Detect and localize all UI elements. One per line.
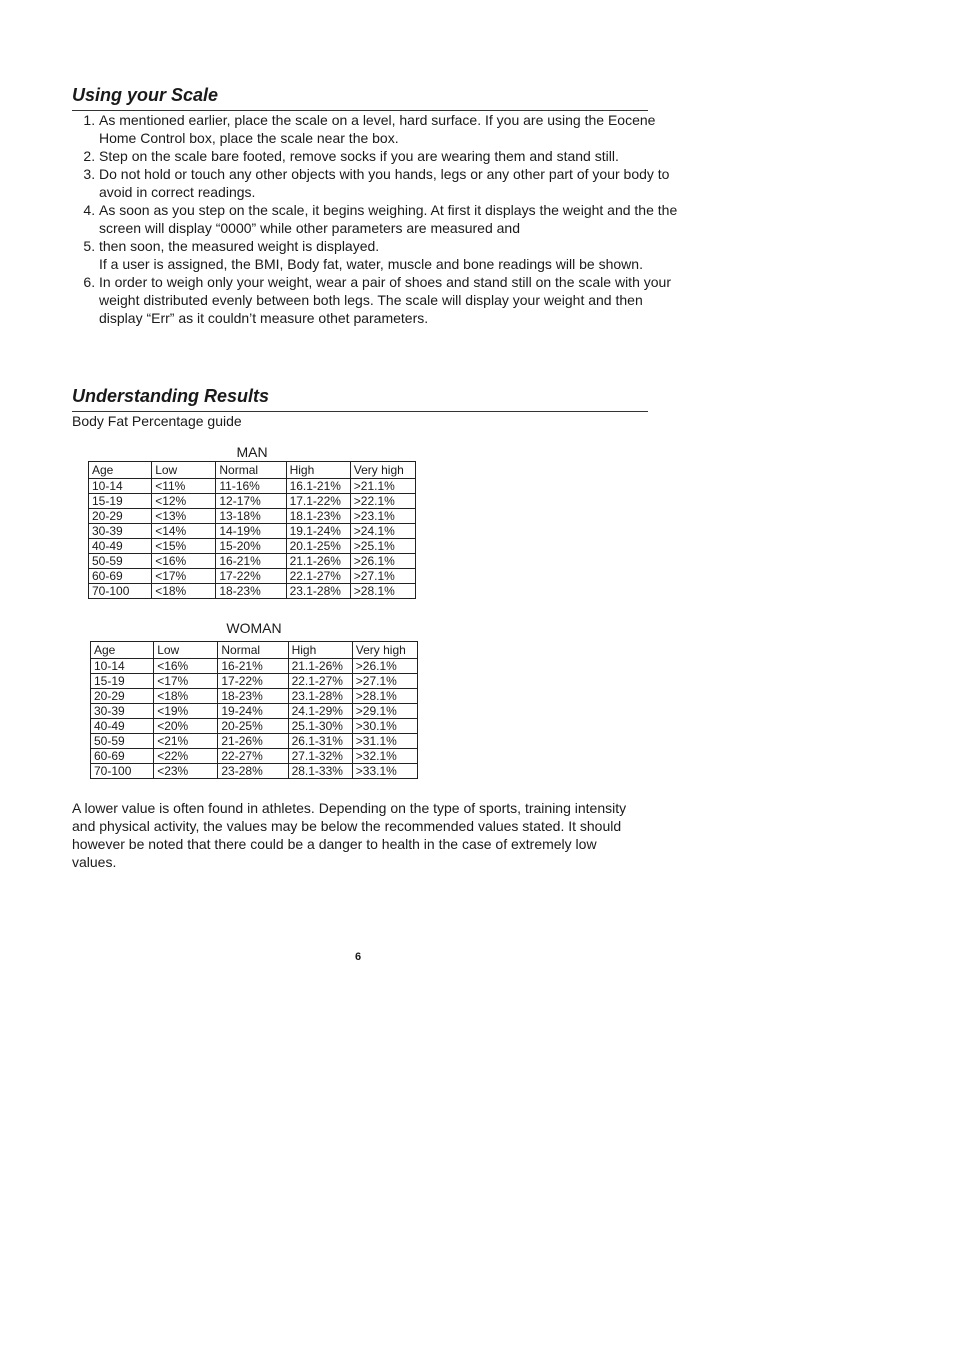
table-row xyxy=(91,719,418,734)
table-row xyxy=(91,659,418,674)
table-cell: 70-100 xyxy=(91,764,154,779)
table-cell: 19.1-24% xyxy=(286,524,350,539)
instruction-step-text: Step on the scale bare footed, remove socks if you are wearing them and stand still. xyxy=(99,148,619,164)
table-cell: >23.1% xyxy=(350,509,415,524)
table-header-row xyxy=(91,642,418,659)
table-cell: <14% xyxy=(152,524,216,539)
instruction-step-extra-text: If a user is assigned, the BMI, Body fat, water, muscle and bone readings will be shown. xyxy=(99,256,643,272)
table-row xyxy=(91,689,418,704)
table-cell: 25.1-30% xyxy=(288,719,352,734)
table-cell: 16.1-21% xyxy=(286,479,350,494)
column-header: Low xyxy=(152,462,216,479)
table-cell: >32.1% xyxy=(352,749,417,764)
table-row xyxy=(89,479,416,494)
table-cell: <22% xyxy=(154,749,218,764)
table-cell: 30-39 xyxy=(91,704,154,719)
table-cell: >31.1% xyxy=(352,734,417,749)
table-cell: 13-18% xyxy=(216,509,286,524)
table-row xyxy=(89,584,416,599)
table-cell: 18-23% xyxy=(216,584,286,599)
table-cell: <20% xyxy=(154,719,218,734)
table-cell: 23.1-28% xyxy=(286,584,350,599)
table-cell: 50-59 xyxy=(89,554,152,569)
man-body-fat-table xyxy=(88,461,416,599)
table-cell: <11% xyxy=(152,479,216,494)
instruction-step xyxy=(99,237,684,273)
table-cell: 17-22% xyxy=(216,569,286,584)
table-cell: 21.1-26% xyxy=(286,554,350,569)
instruction-step xyxy=(99,273,684,327)
table-cell: 14-19% xyxy=(216,524,286,539)
table-cell: 20-25% xyxy=(218,719,288,734)
table-row xyxy=(91,749,418,764)
table-header-row xyxy=(89,462,416,479)
table-cell: 20-29 xyxy=(89,509,152,524)
instruction-step-text: Do not hold or touch any other objects with you hands, legs or any other part of your body to avoid in correct readings. xyxy=(99,166,670,200)
instruction-step xyxy=(99,201,684,237)
column-header: Normal xyxy=(216,462,286,479)
table-cell: 15-19 xyxy=(91,674,154,689)
column-header: High xyxy=(288,642,352,659)
table-cell: 22.1-27% xyxy=(288,674,352,689)
table-cell: 21-26% xyxy=(218,734,288,749)
column-header: Age xyxy=(91,642,154,659)
table-cell: 70-100 xyxy=(89,584,152,599)
table-cell: <13% xyxy=(152,509,216,524)
table-cell: <18% xyxy=(152,584,216,599)
table-cell: 40-49 xyxy=(91,719,154,734)
table-cell: >26.1% xyxy=(350,554,415,569)
table-cell: 23.1-28% xyxy=(288,689,352,704)
table-cell: 20.1-25% xyxy=(286,539,350,554)
table-cell: <16% xyxy=(154,659,218,674)
table-cell: 18-23% xyxy=(218,689,288,704)
table-row xyxy=(91,734,418,749)
table-cell: 15-19 xyxy=(89,494,152,509)
table-cell: <16% xyxy=(152,554,216,569)
table-cell: >22.1% xyxy=(350,494,415,509)
instruction-step xyxy=(99,147,684,165)
table-cell: 17-22% xyxy=(218,674,288,689)
table-cell: <17% xyxy=(152,569,216,584)
table-cell: 19-24% xyxy=(218,704,288,719)
column-header: Very high xyxy=(352,642,417,659)
instruction-step-text: then soon, the measured weight is displayed. xyxy=(99,238,380,254)
table-row xyxy=(89,554,416,569)
instruction-step xyxy=(99,111,684,147)
table-cell: 17.1-22% xyxy=(286,494,350,509)
table-cell: <18% xyxy=(154,689,218,704)
page-number: 6 xyxy=(354,951,362,963)
table-cell: >26.1% xyxy=(352,659,417,674)
table-row xyxy=(89,539,416,554)
table-cell: 20-29 xyxy=(91,689,154,704)
table-cell: <12% xyxy=(152,494,216,509)
table-cell: 28.1-33% xyxy=(288,764,352,779)
woman-body-fat-table xyxy=(90,641,418,779)
body-fat-guide-label: Body Fat Percentage guide xyxy=(72,413,242,429)
column-header: Very high xyxy=(350,462,415,479)
table-cell: <21% xyxy=(154,734,218,749)
table-cell: 15-20% xyxy=(216,539,286,554)
table-cell: >30.1% xyxy=(352,719,417,734)
table-cell: >33.1% xyxy=(352,764,417,779)
table-cell: 22-27% xyxy=(218,749,288,764)
table-cell: 40-49 xyxy=(89,539,152,554)
table-cell: <19% xyxy=(154,704,218,719)
instruction-step-text: As soon as you step on the scale, it begins weighing. At first it displays the weight and the the screen will display “0000” while other parameters are measured and xyxy=(99,202,678,236)
table-cell: >21.1% xyxy=(350,479,415,494)
table-cell: 26.1-31% xyxy=(288,734,352,749)
table-row xyxy=(91,704,418,719)
table-row xyxy=(89,524,416,539)
column-header: Normal xyxy=(218,642,288,659)
column-header: Low xyxy=(154,642,218,659)
table-cell: 60-69 xyxy=(89,569,152,584)
table-cell: 60-69 xyxy=(91,749,154,764)
table-cell: 16-21% xyxy=(216,554,286,569)
table-cell: <15% xyxy=(152,539,216,554)
section-heading-using-scale: Using your Scale xyxy=(72,84,648,111)
table-cell: 16-21% xyxy=(218,659,288,674)
column-header: High xyxy=(286,462,350,479)
table-cell: 10-14 xyxy=(91,659,154,674)
table-cell: <17% xyxy=(154,674,218,689)
column-header: Age xyxy=(89,462,152,479)
table-cell: 11-16% xyxy=(216,479,286,494)
instruction-step xyxy=(99,165,684,201)
table-cell: 23-28% xyxy=(218,764,288,779)
man-table-caption: MAN xyxy=(236,444,268,460)
section-heading-understanding-results: Understanding Results xyxy=(72,385,648,412)
table-cell: 21.1-26% xyxy=(288,659,352,674)
athletes-note: A lower value is often found in athletes. Depending on the type of sports, training intensity and physical activity, the values may be below the recommended values stated. It should however be noted that there could be a danger to health in the case of extremely low values. xyxy=(72,800,627,870)
table-cell: >28.1% xyxy=(350,584,415,599)
table-row xyxy=(91,764,418,779)
instruction-step-text: As mentioned earlier, place the scale on a level, hard surface. If you are using the Eocene Home Control box, place the scale near the box. xyxy=(99,112,656,146)
table-cell: >29.1% xyxy=(352,704,417,719)
table-cell: >28.1% xyxy=(352,689,417,704)
table-row xyxy=(91,674,418,689)
table-cell: 24.1-29% xyxy=(288,704,352,719)
table-cell: 30-39 xyxy=(89,524,152,539)
table-cell: >25.1% xyxy=(350,539,415,554)
table-cell: >27.1% xyxy=(352,674,417,689)
table-cell: >24.1% xyxy=(350,524,415,539)
table-row xyxy=(89,494,416,509)
table-cell: <23% xyxy=(154,764,218,779)
table-cell: 10-14 xyxy=(89,479,152,494)
table-cell: 22.1-27% xyxy=(286,569,350,584)
woman-table-caption: WOMAN xyxy=(226,620,282,636)
table-cell: 27.1-32% xyxy=(288,749,352,764)
instruction-step-text: In order to weigh only your weight, wear a pair of shoes and stand still on the scale with your weight distributed evenly between both legs. The scale will display your weight and then display “Err” as it couldn’t measure othet parameters. xyxy=(99,274,671,326)
table-cell: >27.1% xyxy=(350,569,415,584)
table-cell: 12-17% xyxy=(216,494,286,509)
table-row xyxy=(89,509,416,524)
table-row xyxy=(89,569,416,584)
instructions-list xyxy=(72,111,684,327)
table-cell: 18.1-23% xyxy=(286,509,350,524)
table-cell: 50-59 xyxy=(91,734,154,749)
